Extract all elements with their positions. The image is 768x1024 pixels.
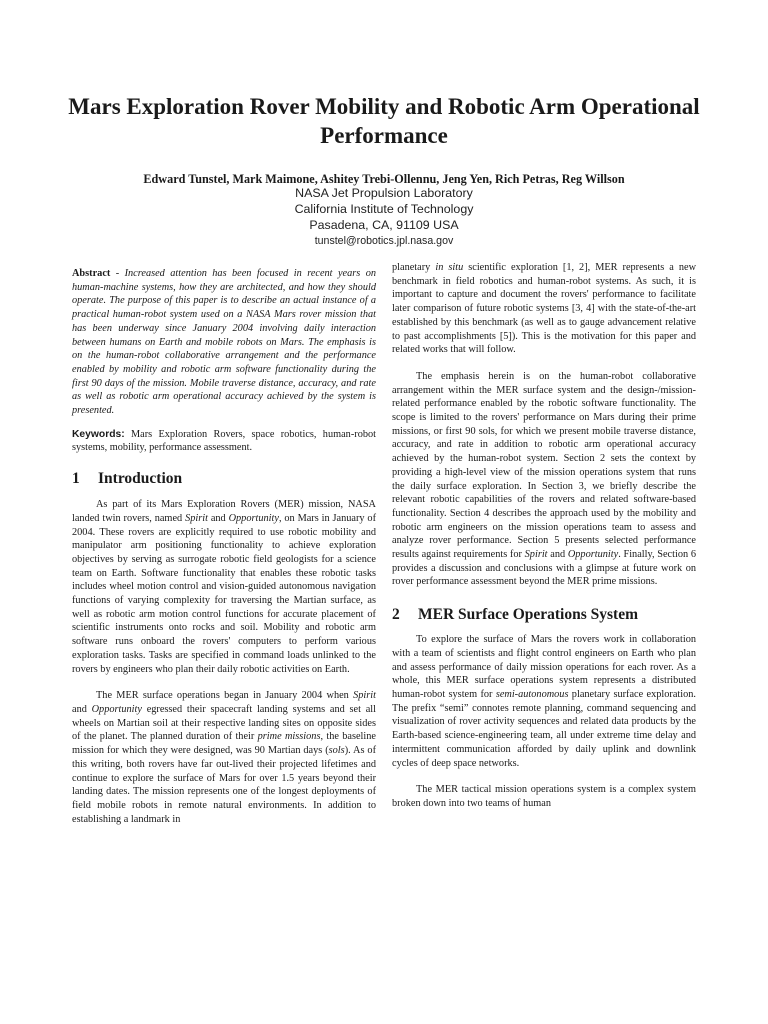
- paragraph: To explore the surface of Mars the rovers work in collaboration with a team of scientists and flight control engineers on Earth who plan and assess performance of daily mission operations for each rover. As a whole, this MER surface operations system represents a distributed human-robot system for semi-autonomous planetary surface exploration. The prefix “semi” connotes remote planning, command sequencing and visualization of rover activity sequences and related data products by the Earth-based science-engineering team, all under extreme time delay and intermittent communication afforded by daily uplink and downlink cycles of deep space networks.: [392, 634, 696, 769]
- paragraph: The MER tactical mission operations system is a complex system broken down into two teams of human: [392, 784, 696, 809]
- abstract-text: Increased attention has been focused in recent years on human-machine systems, how they are architected, and how they should operate. The purpose of this paper is to describe an actual instance of a practical human-robot system used on a NASA Mars rover mission that has been underway since January 2004 involving daily interaction between humans on Earth and mobile robots on Mars. The emphasis is on the human-robot collaborative arrangement and the performance enabled by mobility and robotic arm software functionality during the first 90 days of the mission. Mobile traverse distance, accuracy, and rate as well as robotic arm operational accuracy achieved by the system is presented.: [72, 268, 376, 417]
- keywords-label: Keywords:: [72, 428, 125, 440]
- affiliation-line: NASA Jet Propulsion Laboratory: [295, 186, 473, 200]
- affiliation-line: Pasadena, CA, 91109 USA: [309, 218, 459, 232]
- affiliation-line: California Institute of Technology: [294, 202, 474, 216]
- keywords: [72, 428, 376, 455]
- section-heading: 2 MER Surface Operations System: [392, 606, 638, 624]
- author-list: Edward Tunstel, Mark Maimone, Ashitey Trebi-Ollennu, Jeng Yen, Rich Petras, Reg Willson: [143, 172, 625, 186]
- abstract-label: Abstract: [72, 268, 111, 279]
- section-heading: 1 Introduction: [72, 470, 183, 488]
- paragraph: planetary in situ scientific exploration [1, 2], MER represents a new benchmark in field robotics and human-robot systems. As such, it is important to capture and document the rovers' performance to facilitate later comparison of future robotic systems [3, 4] with the state-of-the-art established by this benchmark (as well as to gauge advancement relative to past accomplishments [5]). This is the motivation for this paper and related works that will follow.: [392, 262, 697, 356]
- paragraph: The emphasis herein is on the human-robot collaborative arrangement within the MER surface system and the design-/mission-related performance enabled by the robotic software functionality. The scope is limited to the rovers' performance on Mars during their prime missions, or first 90 sols, for which we present mobile traverse distance, accuracy, and rate in addition to robotic arm operational accuracy achieved by the human-robot system. Section 2 sets the context by providing a high-level view of the mission operations system that runs the daily surface exploration. In Section 3, we briefly describe the relevant robotic capabilities of the rovers and related software-based functionality. Section 4 describes the approach used by the mobility and robotic arm engineers on the mission operations team to assess and analyze rover performance. Section 5 presents selected performance results against requirements for Spirit and Opportunity. Finally, Section 6 provides a discussion and conclusions with a glimpse at future work on rover performance assessment beyond the MER prime missions.: [392, 370, 697, 588]
- left-column: [72, 267, 376, 826]
- right-column: [392, 261, 696, 811]
- abstract: Abstract - Increased attention has been focused in recent years on human-machine systems, how they are architected, and how they should operate. The purpose of this paper is to describe an actual instance of a practical human-robot system used on a NASA Mars rover mission that has been underway since January 2004 involving daily interaction between humans on Earth and mobile robots on Mars. The emphasis is on the human-robot collaborative arrangement and the performance enabled by mobility and robotic arm software functionality during the first 90 days of the mission. Mobile traverse distance, accuracy, and rate as well as robotic arm operational accuracy achieved by the system is presented.: [72, 268, 376, 417]
- keywords-text: Mars Exploration Rovers, space robotics, human-robot systems, mobility, performance assessment.: [72, 428, 376, 454]
- paragraph: The MER surface operations began in January 2004 when Spirit and Opportunity egressed their spacecraft landing systems and set all wheels on Martian soil at their respective landing sites on opposite sides of the planet. The planned duration of their prime missions, the baseline mission for which they were designed, was 90 Martian days (sols). As of this writing, both rovers have far out-lived their projected lifetimes and continue to explore the surface of Mars for over 1.5 years beyond their landing dates. The mission represents one of the longest deployments of field mobile robots in remote natural environments. In addition to establishing a landmark in: [72, 690, 377, 825]
- author-email: tunstel@robotics.jpl.nasa.gov: [314, 235, 454, 247]
- paper-title: Mars Exploration Rover Mobility and Robotic Arm Operational Performance: [68, 94, 700, 148]
- paragraph: As part of its Mars Exploration Rovers (MER) mission, NASA landed twin rovers, named Spirit and Opportunity, on Mars in January of 2004. These rovers are explicitly required to use robotic mobility and manipulator arm positioning functionality to achieve exploration objectives by serving as surrogate robotic field geologists for a science team on Earth. Software functionality that enables these robotic tasks includes wheel motion control and vision-guided autonomous navigation functions of varying complexity for traversing the Martian surface, as well as robotic arm motion control functions for accurate placement of scientific instruments onto rocks and soil. Mobility and robotic arm software runs onboard the rovers' computers to perform various exploration tasks. Tasks are specified in command loads unlinked to the rovers by engineers who plan their daily robotic activities on Earth.: [72, 499, 377, 675]
